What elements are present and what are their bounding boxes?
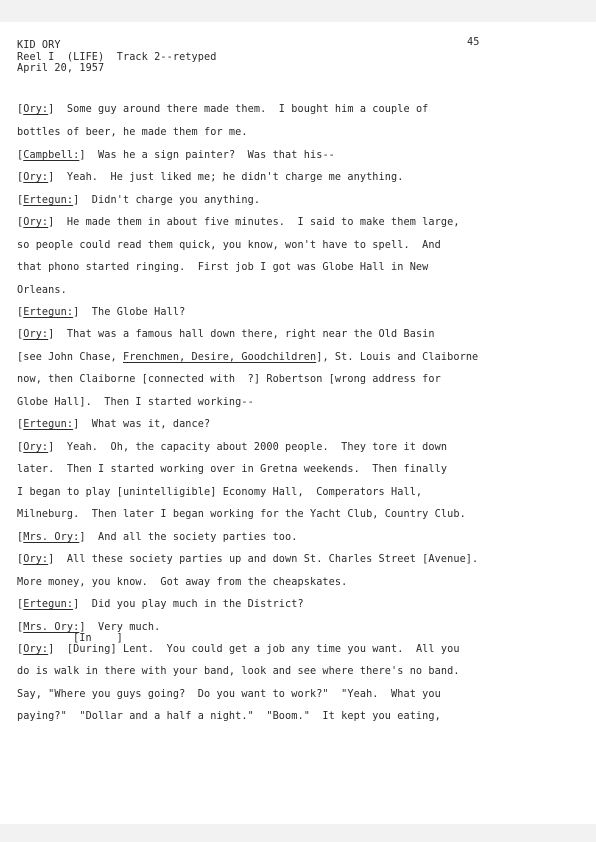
transcript-line [17, 711, 441, 722]
line-text: do is walk in there with your band, look and see where there's no band. [17, 666, 460, 677]
transcript-line [17, 419, 210, 430]
header-interviewee: KID ORY [17, 40, 61, 51]
transcript-line [17, 307, 185, 318]
scan-bottom-margin [0, 824, 596, 842]
line-text: bottles of beer, he made them for me. [17, 127, 248, 138]
line-text: [ [17, 442, 24, 453]
line-text: ] All these society parties up and down St. Charles Street [Avenue]. [48, 554, 479, 565]
line-text: Say, "Where you guys going? Do you want to work?" "Yeah. What you [17, 689, 441, 700]
transcript-line [17, 127, 248, 138]
document-header [17, 40, 216, 75]
line-text: ] He made them in about five minutes. I said to make them large, [48, 217, 460, 228]
transcript-line [17, 666, 460, 677]
transcript-line [17, 195, 260, 206]
line-text: [ [17, 599, 24, 610]
line-text: [ [17, 329, 24, 340]
line-text: ] Didn't charge you anything. [73, 195, 261, 206]
line-text: ] And all the society parties too. [79, 532, 298, 543]
transcript-line [17, 374, 441, 385]
transcript-line [17, 172, 403, 183]
line-text: [ [17, 195, 24, 206]
transcript-line [17, 329, 435, 340]
line-text: [ [17, 104, 24, 115]
transcript-line [17, 554, 478, 565]
underlined-text: Ertegun: [23, 195, 74, 206]
transcript-line [17, 464, 447, 475]
underlined-text: Ertegun: [23, 419, 74, 430]
line-text: ] Was he a sign painter? Was that his-- [79, 150, 335, 161]
transcript-line [17, 689, 441, 700]
line-text: Milneburg. Then later I began working for the Yacht Club, Country Club. [17, 509, 466, 520]
line-text: Globe Hall]. Then I started working-- [17, 397, 254, 408]
underlined-text: Ory: [23, 217, 49, 228]
line-text: ] What was it, dance? [73, 419, 211, 430]
transcript-line [17, 509, 466, 520]
line-text: I began to play [unintelligible] Economy Hall, Comperators Hall, [17, 487, 423, 498]
line-text: Orleans. [17, 285, 67, 296]
transcript-line [17, 532, 298, 543]
line-text: [ [17, 307, 24, 318]
underlined-text: Campbell: [23, 150, 80, 161]
line-text: ], St. Louis and Claiborne [316, 352, 479, 363]
underlined-text: Mrs. Ory: [23, 532, 80, 543]
underlined-text: Ertegun: [23, 307, 74, 318]
line-text: [see John Chase, [17, 352, 123, 363]
line-text: [ [17, 172, 24, 183]
transcript-line [17, 262, 428, 273]
underlined-text: Ory: [23, 442, 49, 453]
line-text: [ [17, 532, 24, 543]
underlined-text: Ory: [23, 104, 49, 115]
transcript-line [17, 442, 447, 453]
transcript-line [17, 622, 160, 633]
scan-top-margin [0, 0, 596, 22]
header-reel-track: Reel I (LIFE) Track 2--retyped [17, 51, 217, 63]
line-text: [ [17, 217, 24, 228]
underlined-text: Ory: [23, 329, 49, 340]
line-text: [ [17, 554, 24, 565]
line-text: More money, you know. Got away from the cheapskates. [17, 577, 348, 588]
line-text: [ [17, 419, 24, 430]
transcript-line [17, 104, 428, 115]
underlined-text: Mrs. Ory: [23, 622, 80, 633]
line-text: ] The Globe Hall? [73, 307, 186, 318]
line-text: now, then Claiborne [connected with ?] Robertson [wrong address for [17, 374, 441, 385]
line-text: ] [During] Lent. You could get a job any time you want. All you [48, 644, 460, 655]
transcript-line [17, 217, 460, 228]
transcript-line [17, 352, 478, 363]
underlined-text: Ory: [23, 644, 49, 655]
underlined-text: Ertegun: [23, 599, 74, 610]
transcript-line [17, 397, 254, 408]
transcript-line [17, 285, 67, 296]
underlined-text: Ory: [23, 172, 49, 183]
page-number: 45 [467, 37, 480, 48]
line-text: ] Yeah. Oh, the capacity about 2000 people. They tore it down [48, 442, 448, 453]
line-text: ] Some guy around there made them. I bought him a couple of [48, 104, 429, 115]
header-date: April 20, 1957 [17, 63, 105, 75]
line-text: ] Very much. [79, 622, 161, 633]
line-text: later. Then I started working over in Gretna weekends. Then finally [17, 464, 448, 475]
line-text: ] That was a famous hall down there, right near the Old Basin [48, 329, 435, 340]
transcript-line [17, 577, 347, 588]
transcript-line [17, 150, 335, 161]
underlined-text: Frenchmen, Desire, Goodchildren [122, 352, 317, 363]
line-text: so people could read them quick, you know, won't have to spell. And [17, 240, 441, 251]
line-text: [ [17, 622, 24, 633]
transcript-line [17, 644, 460, 655]
underlined-text: Ory: [23, 554, 49, 565]
line-text: paying?" "Dollar and a half a night." "Boom." It kept you eating, [17, 711, 441, 722]
transcript-line [17, 599, 304, 610]
line-text: ] Did you play much in the District? [73, 599, 304, 610]
transcript-line [17, 487, 422, 498]
line-text: ] Yeah. He just liked me; he didn't charge me anything. [48, 172, 404, 183]
interlinear-annotation: [In ] [73, 633, 123, 644]
line-text: that phono started ringing. First job I got was Globe Hall in New [17, 262, 429, 273]
transcript-line [17, 240, 441, 251]
line-text: [ [17, 644, 24, 655]
line-text: [ [17, 150, 24, 161]
